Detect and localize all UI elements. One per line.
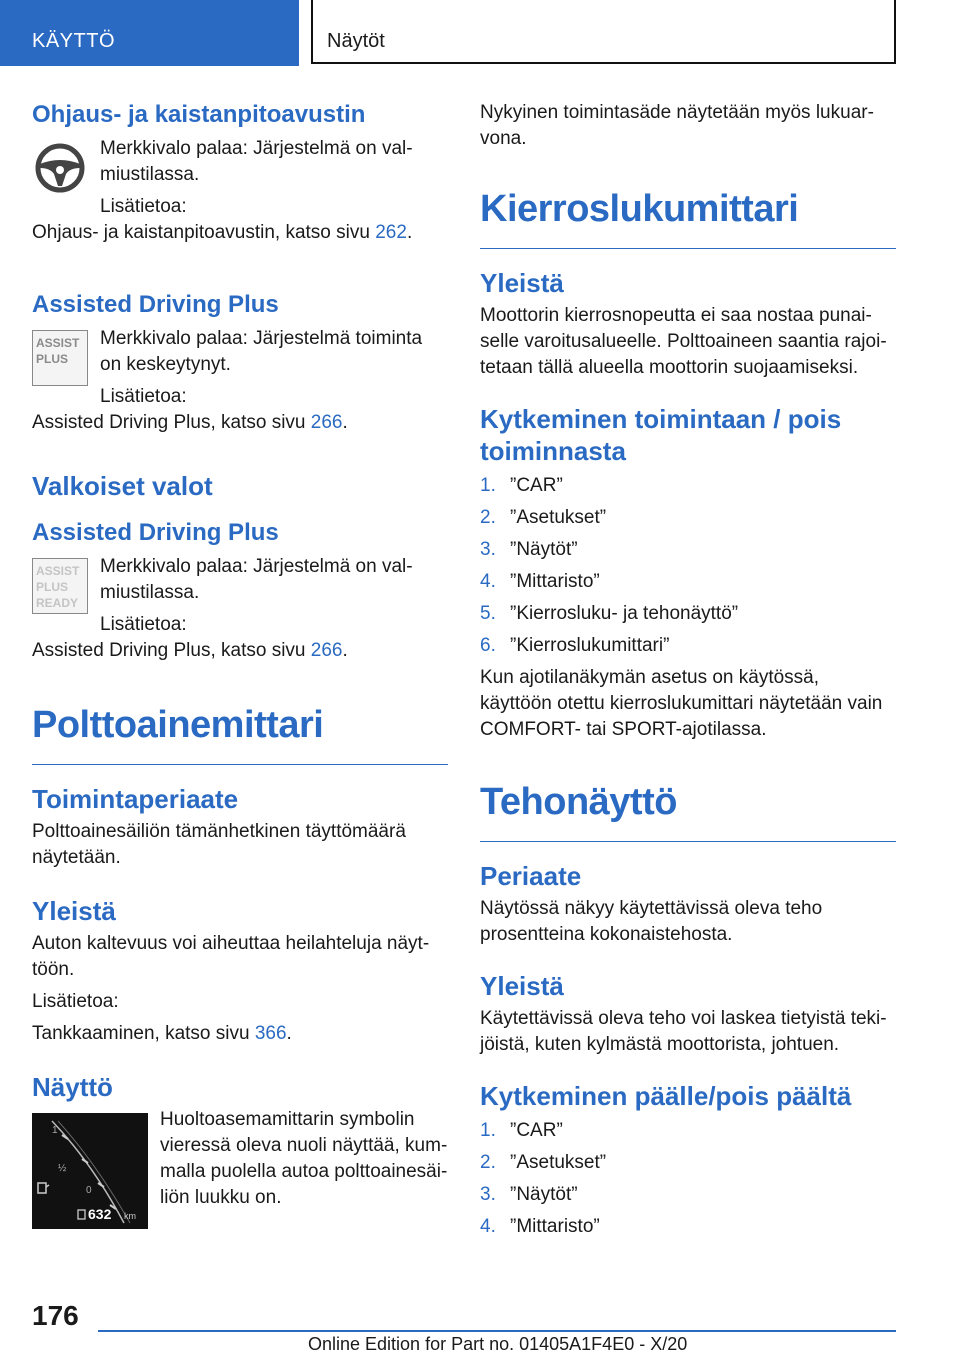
step-number: 1. bbox=[480, 1120, 496, 1141]
section-tab: KÄYTTÖ bbox=[0, 0, 299, 66]
adp-text-1: Merkkivalo palaa: Järjestelmä toiminta on keskeytynyt. bbox=[100, 328, 423, 375]
steering-assist-more: Lisätietoa: bbox=[100, 196, 187, 217]
rpm-toggle-heading: Kytkeminen toimintaan / pois toiminnasta bbox=[480, 404, 842, 466]
fuel-display-heading: Näyttö bbox=[32, 1072, 113, 1102]
step-number: 3. bbox=[480, 539, 496, 560]
power-general-text: Käytettävissä oleva teho voi laskea tietyistä tekijöistä, kuten kylmästä moottorista, johtuen. bbox=[480, 1008, 887, 1055]
step-text: ”Mittaristo” bbox=[510, 571, 600, 592]
plus-label: PLUS bbox=[36, 352, 69, 366]
list-item bbox=[480, 505, 896, 531]
list-item bbox=[480, 1214, 896, 1240]
fuel-gauge-image bbox=[32, 1113, 148, 1229]
power-general-heading: Yleistä bbox=[480, 971, 564, 1001]
ref-end: . bbox=[342, 640, 348, 661]
gauge-tick-full: 1 bbox=[52, 1125, 58, 1136]
list-item bbox=[480, 473, 896, 499]
gauge-range-value: 632 bbox=[88, 1206, 112, 1222]
list-item bbox=[480, 1182, 896, 1208]
page-link-266[interactable]: 266 bbox=[310, 640, 343, 661]
power-toggle-heading: Kytkeminen päälle/pois päältä bbox=[480, 1081, 852, 1111]
step-number: 6. bbox=[480, 635, 496, 656]
assist-label: ASSIST bbox=[36, 336, 80, 350]
right-column bbox=[480, 100, 896, 1246]
ref-end: . bbox=[342, 412, 348, 433]
fuel-more: Lisätietoa: bbox=[32, 991, 119, 1012]
ref-text: Tankkaaminen, katso sivu bbox=[32, 1023, 255, 1044]
step-text: ”CAR” bbox=[510, 1120, 563, 1141]
page-number: 176 bbox=[32, 1300, 79, 1331]
steering-assist-row bbox=[32, 136, 448, 220]
rpm-general-heading: Yleistä bbox=[480, 268, 564, 298]
steering-assist-heading: Ohjaus- ja kaistanpitoavustin bbox=[32, 101, 366, 128]
adp-ref-2 bbox=[32, 638, 448, 664]
adp-ref-1 bbox=[32, 410, 448, 436]
rpm-note: Kun ajotilanäkymän asetus on käytössä, käyttöön otettu kierroslukumittari näytetään vain COMFORT- tai SPORT-ajotilassa. bbox=[480, 667, 883, 740]
assist-label: ASSIST bbox=[36, 564, 80, 578]
gauge-range-unit: km bbox=[124, 1211, 136, 1221]
adp-heading-1: Assisted Driving Plus bbox=[32, 291, 279, 318]
rpm-steps-list bbox=[480, 473, 896, 659]
steering-wheel-icon bbox=[32, 140, 88, 196]
fuel-display-row bbox=[32, 1107, 448, 1229]
fuel-principle-text: Polttoainesäiliön tämänhetkinen täyttömäärä näytetään. bbox=[32, 821, 406, 868]
list-item bbox=[480, 569, 896, 595]
step-text: ”Näytöt” bbox=[510, 1184, 578, 1205]
fuel-ref bbox=[32, 1021, 448, 1047]
steering-assist-text: Merkkivalo palaa: Järjestelmä on valmiustilassa. bbox=[100, 138, 413, 185]
power-principle-text: Näytössä näkyy käytettävissä oleva teho prosentteina kokonaistehosta. bbox=[480, 898, 823, 945]
list-item bbox=[480, 1150, 896, 1176]
gauge-tick-half: ½ bbox=[58, 1163, 67, 1174]
adp-more-1: Lisätietoa: bbox=[100, 386, 187, 407]
list-item bbox=[480, 633, 896, 659]
ref-text: Ohjaus- ja kaistanpitoavustin, katso sivu bbox=[32, 222, 376, 243]
step-number: 5. bbox=[480, 603, 496, 624]
fuel-principle-heading: Toimintaperiaate bbox=[32, 784, 239, 814]
page-link-266[interactable]: 266 bbox=[310, 412, 343, 433]
ref-end: . bbox=[406, 222, 413, 243]
steering-assist-ref bbox=[32, 220, 448, 246]
step-text: ”Kierroslukumittari” bbox=[510, 635, 670, 656]
step-number: 4. bbox=[480, 1216, 496, 1237]
step-number: 2. bbox=[480, 507, 496, 528]
plus-label: PLUS bbox=[36, 580, 69, 594]
step-text: ”Mittaristo” bbox=[510, 1216, 600, 1237]
ref-text: Assisted Driving Plus, katso sivu bbox=[32, 412, 311, 433]
step-text: ”Näytöt” bbox=[510, 539, 578, 560]
chapter-title: Näytöt bbox=[311, 0, 896, 64]
range-intro-text: Nykyinen toimintasäde näytetään myös lukuarvona. bbox=[480, 102, 874, 149]
adp-row-2 bbox=[32, 554, 448, 638]
step-number: 4. bbox=[480, 571, 496, 592]
fuel-general-heading: Yleistä bbox=[32, 896, 116, 926]
ref-end: . bbox=[286, 1023, 292, 1044]
fuel-display-text: Huoltoasemamittarin symbolin vieressä oleva nuoli näyttää, kummalla puolella autoa polttoainesäiliön luukku on. bbox=[160, 1109, 448, 1208]
list-item bbox=[480, 601, 896, 627]
power-heading: Tehonäyttö bbox=[480, 779, 896, 842]
ready-label: READY bbox=[36, 596, 79, 610]
step-text: ”Asetukset” bbox=[510, 1152, 607, 1173]
assist-plus-icon bbox=[32, 330, 88, 386]
assist-plus-ready-icon bbox=[32, 558, 88, 614]
adp-heading-2: Assisted Driving Plus bbox=[32, 519, 279, 546]
edition-text: Online Edition for Part no. 01405A1F4E0 - X/20 bbox=[308, 1334, 688, 1354]
white-lights-heading: Valkoiset valot bbox=[32, 471, 213, 501]
step-text: ”Asetukset” bbox=[510, 507, 607, 528]
step-text: ”Kierrosluku- ja tehonäyttö” bbox=[510, 603, 739, 624]
adp-text-2: Merkkivalo palaa: Järjestelmä on valmiustilassa. bbox=[100, 556, 413, 603]
list-item bbox=[480, 1118, 896, 1144]
left-column bbox=[32, 100, 448, 1229]
ref-text: Assisted Driving Plus, katso sivu bbox=[32, 640, 311, 661]
page-link-366[interactable]: 366 bbox=[254, 1023, 287, 1044]
step-number: 2. bbox=[480, 1152, 496, 1173]
page-link-262[interactable]: 262 bbox=[375, 222, 407, 243]
fuel-gauge-heading: Polttoainemittari bbox=[32, 702, 448, 765]
adp-more-2: Lisätietoa: bbox=[100, 614, 187, 635]
power-principle-heading: Periaate bbox=[480, 861, 582, 891]
power-steps-list bbox=[480, 1118, 896, 1240]
fuel-general-text: Auton kaltevuus voi aiheuttaa heilahteluja näyttöön. bbox=[32, 933, 430, 980]
gauge-tick-empty: 0 bbox=[86, 1185, 92, 1196]
rpm-general-text: Moottorin kierrosnopeutta ei saa nostaa punaiselle varoitusalueelle. Polttoaineen saantia rajoitetaan tällä alueella moottorin suojaamiseksi. bbox=[480, 305, 887, 378]
rpm-heading: Kierroslukumittari bbox=[480, 186, 896, 249]
step-number: 3. bbox=[480, 1184, 496, 1205]
footer-divider bbox=[98, 1330, 896, 1332]
page-header bbox=[0, 0, 960, 66]
adp-row-1 bbox=[32, 326, 448, 410]
step-text: ”CAR” bbox=[510, 475, 563, 496]
step-number: 1. bbox=[480, 475, 496, 496]
list-item bbox=[480, 537, 896, 563]
